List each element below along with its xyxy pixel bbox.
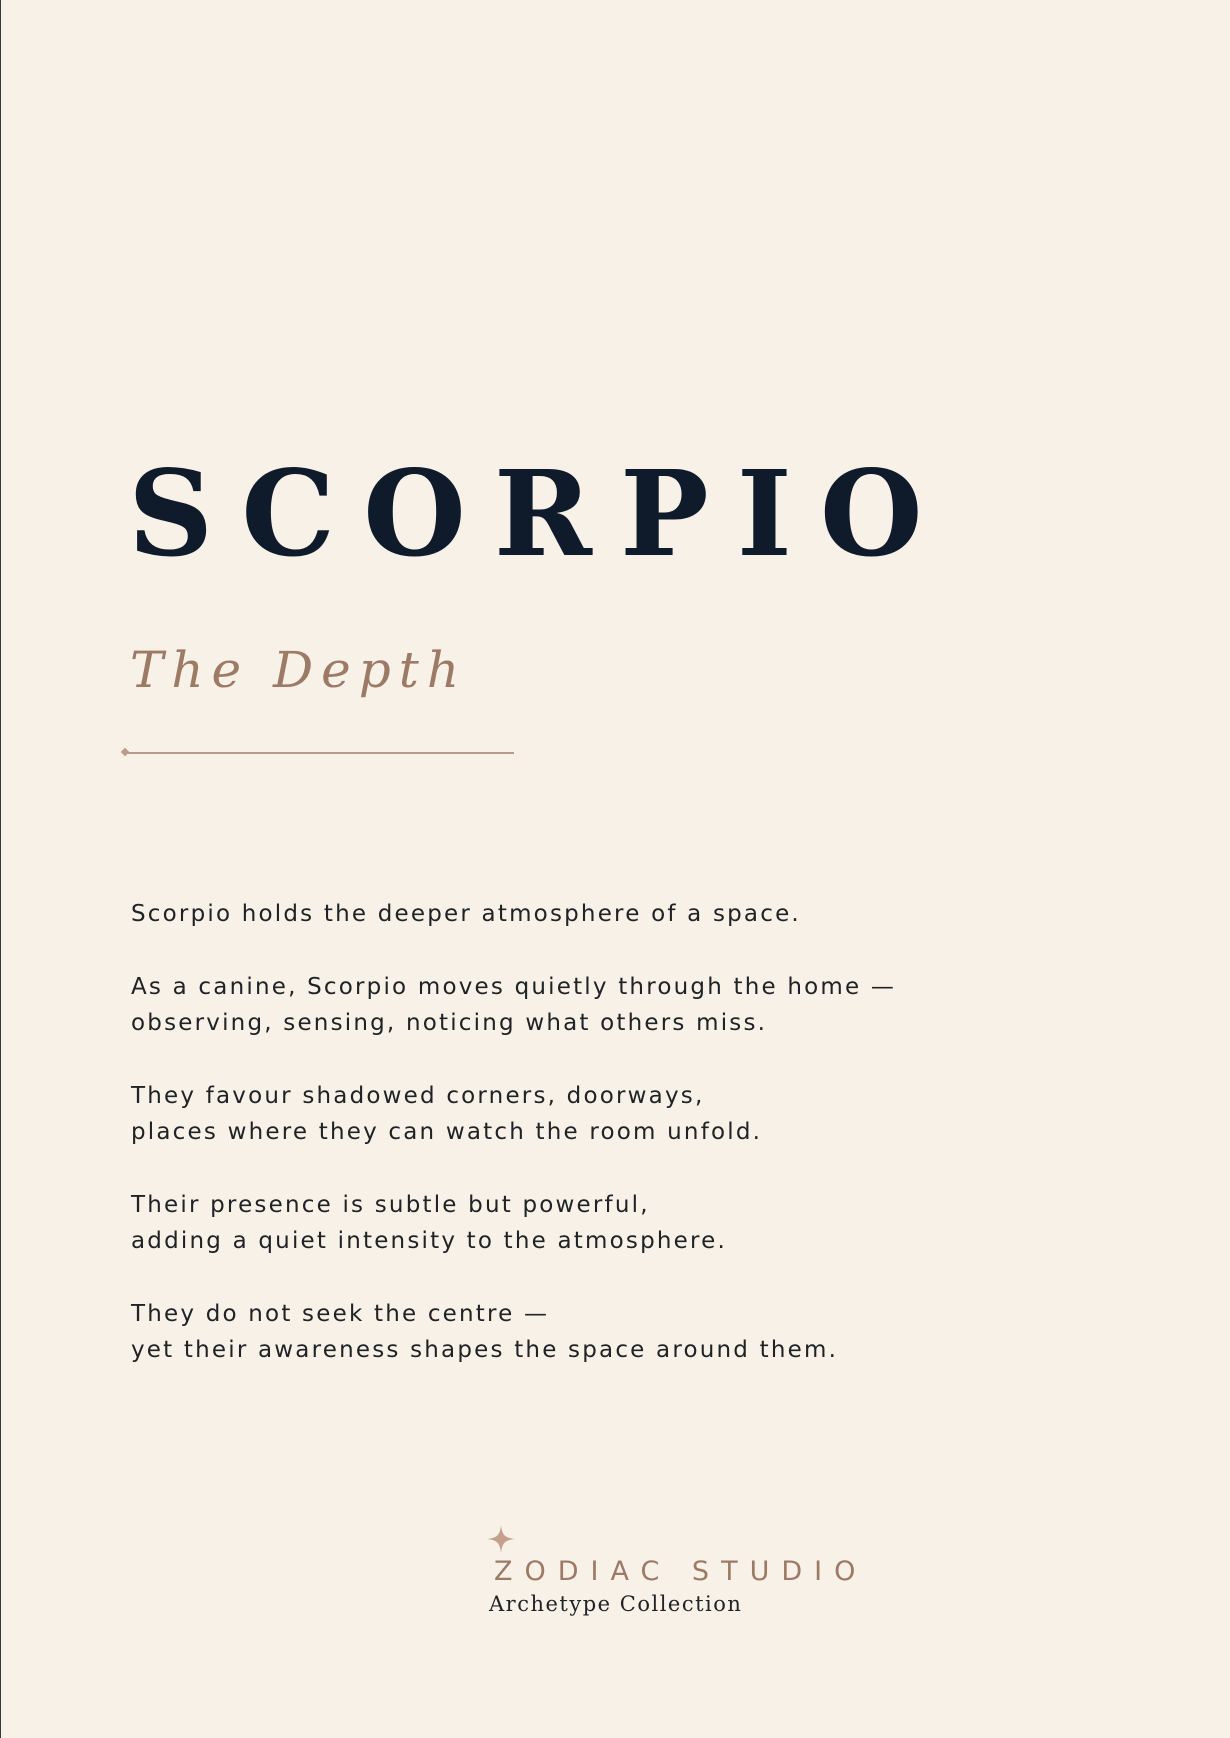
divider-ornament [121,748,129,756]
page-edge [0,0,1,1738]
paragraph [131,1187,1131,1260]
paragraph-line: Scorpio holds the deeper atmosphere of a space. [131,901,801,927]
paragraph [131,896,1131,933]
paragraph-line: They favour shadowed corners, doorways, [131,1082,705,1109]
paragraph-line: Their presence is subtle but powerful, [131,1191,650,1218]
paragraph-line: yet their awareness shapes the space around them. [131,1337,839,1363]
brand-tagline: Archetype Collection [489,1592,743,1616]
page-title: SCORPIO [128,444,951,583]
brand-block [486,1524,926,1624]
body-text [131,896,1131,1405]
brand-name: ZODIAC STUDIO [494,1556,868,1587]
paragraph-line: observing, sensing, noticing what others miss. [131,1010,768,1036]
paragraph [131,1296,1131,1369]
title-divider [124,752,514,754]
page-subtitle: The Depth [130,641,468,699]
paragraph-line: adding a quiet intensity to the atmosphere. [131,1228,728,1254]
paragraph [131,969,1131,1042]
paragraph [131,1078,1131,1151]
paragraph-line: places where they can watch the room unfold. [131,1119,763,1145]
paragraph-line: They do not seek the centre — [131,1300,550,1327]
paragraph-line: As a canine, Scorpio moves quietly through the home — [131,973,897,1000]
sparkle-icon [486,1524,516,1554]
